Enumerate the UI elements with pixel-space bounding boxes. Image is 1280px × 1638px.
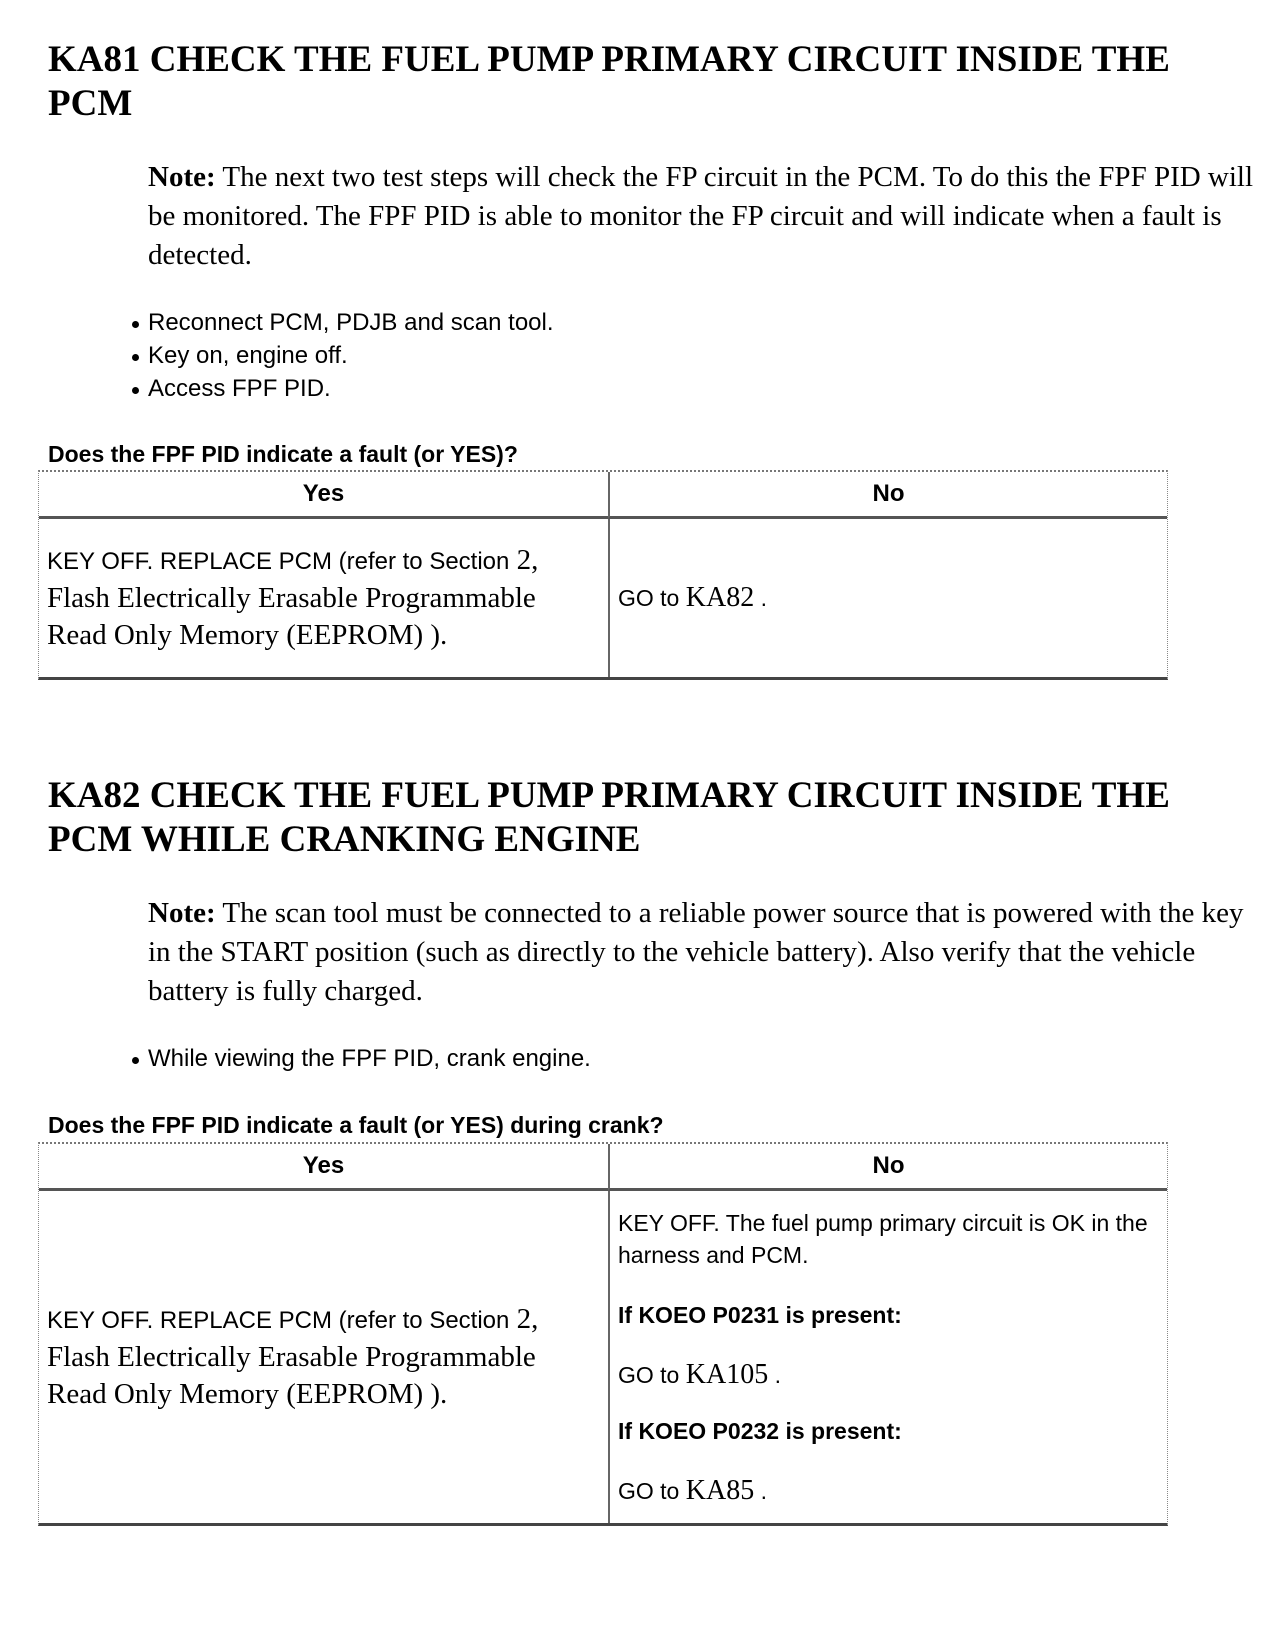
note-label: Note: [148,161,216,193]
column-header-yes: Yes [39,1144,608,1191]
list-item: Reconnect PCM, PDJB and scan tool. [128,306,554,339]
yes-action-rest: 2, Flash Electrically Erasable Programmable Read Only Memory (EEPROM) ). [47,544,539,651]
no-cell [608,1191,1167,1523]
column-header-yes: Yes [39,472,608,519]
question-ka82: Does the FPF PID indicate a fault (or YES) during crank? [48,1112,664,1138]
list-item: Access FPF PID. [128,372,554,405]
go-to-link-ka82[interactable]: KA82 [685,582,755,613]
note-ka82 [148,894,1258,1011]
go-to-prefix: GO to [618,585,680,611]
note-label: Note: [148,897,216,929]
table-row [39,1191,1167,1523]
decision-table-ka82 [38,1142,1168,1526]
no-intro: KEY OFF. The fuel pump primary circuit is OK in the harness and PCM. [618,1210,1148,1268]
go-to-prefix: GO to [618,1478,680,1504]
column-header-no: No [608,1144,1167,1191]
go-to-link-ka105[interactable]: KA105 [685,1359,769,1390]
column-header-no: No [608,472,1167,519]
table-row [39,519,1167,677]
decision-table-ka81 [38,470,1168,680]
yes-cell [39,519,608,677]
no-cell [608,519,1167,677]
yes-action-prefix: KEY OFF. REPLACE PCM (refer to Section [47,548,510,575]
section-heading-ka82: KA82 CHECK THE FUEL PUMP PRIMARY CIRCUIT INSIDE THE PCM WHILE CRANKING ENGINE [48,775,1170,860]
note-ka81 [148,158,1258,275]
list-item: Key on, engine off. [128,339,554,372]
table-header-row [39,472,1167,519]
yes-action-prefix: KEY OFF. REPLACE PCM (refer to Section [47,1307,510,1334]
note-text: The scan tool must be connected to a reliable power source that is powered with the key in the START position (such as directly to the vehicle battery). Also verify that the vehicle battery is fully charged. [148,897,1244,1007]
go-to-link-ka85[interactable]: KA85 [685,1475,755,1506]
condition-p0232: If KOEO P0232 is present: [618,1418,902,1444]
list-item: While viewing the FPF PID, crank engine. [128,1042,591,1075]
section-heading-ka81: KA81 CHECK THE FUEL PUMP PRIMARY CIRCUIT INSIDE THE PCM [48,39,1170,124]
go-to-suffix: . [754,1478,767,1504]
note-text: The next two test steps will check the FP circuit in the PCM. To do this the FPF PID will be monitored. The FPF PID is able to monitor the FP circuit and will indicate when a fault is detected. [148,161,1254,271]
yes-cell [39,1191,608,1523]
go-to-suffix: . [754,585,767,611]
go-to-suffix: . [768,1362,781,1388]
table-header-row [39,1144,1167,1191]
bullet-list-ka82 [128,1042,591,1075]
bullet-list-ka81 [128,306,554,405]
yes-action-rest: 2, Flash Electrically Erasable Programmable Read Only Memory (EEPROM) ). [47,1303,539,1410]
condition-p0231: If KOEO P0231 is present: [618,1302,902,1328]
question-ka81: Does the FPF PID indicate a fault (or YES)? [48,441,518,467]
go-to-prefix: GO to [618,1362,680,1388]
